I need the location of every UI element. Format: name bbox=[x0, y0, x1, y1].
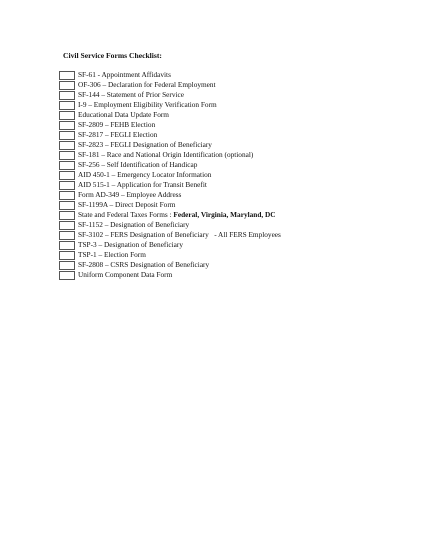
form-label: SF-2809 – FEHB Election bbox=[78, 120, 156, 129]
checklist-row bbox=[59, 160, 359, 170]
form-label: SF-256 – Self Identification of Handicap bbox=[78, 160, 198, 169]
checklist-row bbox=[59, 90, 359, 100]
checkbox[interactable] bbox=[59, 81, 75, 90]
checkbox[interactable] bbox=[59, 221, 75, 230]
form-label: SF-144 – Statement of Prior Service bbox=[78, 90, 184, 99]
checkbox[interactable] bbox=[59, 131, 75, 140]
form-label: SF-3102 – FERS Designation of Beneficiary - All FERS Employees bbox=[78, 230, 281, 239]
form-label: SF-1152 – Designation of Beneficiary bbox=[78, 220, 190, 229]
checklist-row bbox=[59, 150, 359, 160]
checklist-row bbox=[59, 210, 359, 220]
form-label bbox=[78, 210, 276, 220]
checkbox[interactable] bbox=[59, 141, 75, 150]
checklist-title: Civil Service Forms Checklist: bbox=[63, 51, 162, 60]
form-label: TSP-3 – Designation of Beneficiary bbox=[78, 240, 183, 249]
checkbox[interactable] bbox=[59, 111, 75, 120]
checklist-row bbox=[59, 110, 359, 120]
checklist-row bbox=[59, 200, 359, 210]
form-label: SF-2817 – FEGLI Election bbox=[78, 130, 158, 139]
checklist-row bbox=[59, 250, 359, 260]
form-label: SF-2823 – FEGLI Designation of Beneficiary bbox=[78, 140, 212, 149]
form-label: OF-306 – Declaration for Federal Employment bbox=[78, 80, 216, 89]
form-label: SF-1199A – Direct Deposit Form bbox=[78, 200, 176, 209]
checklist-row bbox=[59, 100, 359, 110]
form-label-text: State and Federal Taxes Forms : bbox=[78, 210, 174, 219]
form-label: AID 450-1 – Emergency Locator Information bbox=[78, 170, 212, 179]
form-label: Educational Data Update Form bbox=[78, 110, 169, 119]
checkbox[interactable] bbox=[59, 201, 75, 210]
checklist-row bbox=[59, 220, 359, 230]
form-label: AID 515-1 – Application for Transit Benefit bbox=[78, 180, 207, 189]
checkbox[interactable] bbox=[59, 121, 75, 130]
checklist-row bbox=[59, 240, 359, 250]
checklist-row bbox=[59, 270, 359, 280]
form-label: I-9 – Employment Eligibility Verification Form bbox=[78, 100, 217, 109]
checkbox[interactable] bbox=[59, 101, 75, 110]
forms-checklist bbox=[59, 70, 359, 280]
form-label: SF-2808 – CSRS Designation of Beneficiary bbox=[78, 260, 210, 269]
form-label: SF-181 – Race and National Origin Identification (optional) bbox=[78, 150, 254, 159]
checklist-row bbox=[59, 70, 359, 80]
checkbox[interactable] bbox=[59, 231, 75, 240]
checklist-row bbox=[59, 190, 359, 200]
checkbox[interactable] bbox=[59, 211, 75, 220]
checklist-row bbox=[59, 130, 359, 140]
form-label: Form AD-349 – Employee Address bbox=[78, 190, 182, 199]
checklist-row bbox=[59, 140, 359, 150]
checkbox[interactable] bbox=[59, 161, 75, 170]
checkbox[interactable] bbox=[59, 71, 75, 80]
checkbox[interactable] bbox=[59, 171, 75, 180]
checklist-row bbox=[59, 260, 359, 270]
checkbox[interactable] bbox=[59, 241, 75, 250]
checklist-row bbox=[59, 180, 359, 190]
checklist-row bbox=[59, 170, 359, 180]
form-label-emphasis: Federal, Virginia, Maryland, DC bbox=[173, 210, 276, 219]
checklist-row bbox=[59, 80, 359, 90]
checkbox[interactable] bbox=[59, 271, 75, 280]
form-label: Uniform Component Data Form bbox=[78, 270, 173, 279]
form-label: TSP-1 – Election Form bbox=[78, 250, 146, 259]
checkbox[interactable] bbox=[59, 91, 75, 100]
form-label: SF-61 - Appointment Affidavits bbox=[78, 70, 171, 79]
checkbox[interactable] bbox=[59, 151, 75, 160]
checkbox[interactable] bbox=[59, 191, 75, 200]
checkbox[interactable] bbox=[59, 181, 75, 190]
checkbox[interactable] bbox=[59, 261, 75, 270]
checklist-row bbox=[59, 120, 359, 130]
checklist-row bbox=[59, 230, 359, 240]
checkbox[interactable] bbox=[59, 251, 75, 260]
